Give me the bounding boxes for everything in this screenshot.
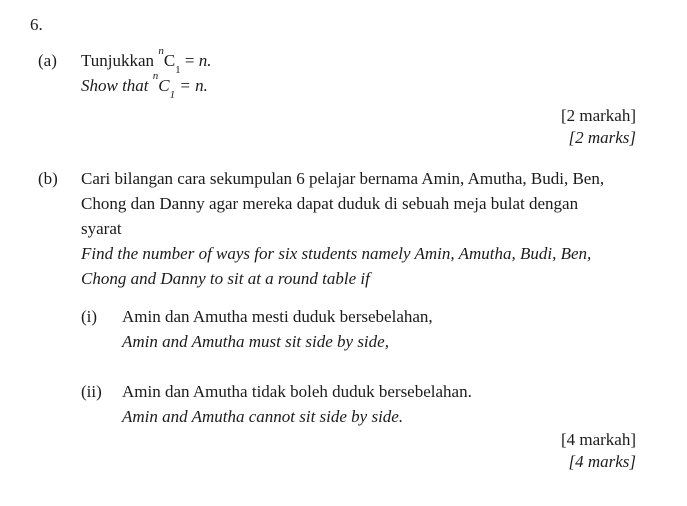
item-ii-malay: Amin dan Amutha tidak boleh duduk bersebelahan. <box>122 382 472 401</box>
part-b-malay-line-3: syarat <box>81 219 122 238</box>
part-a-text-malay <box>81 45 687 77</box>
item-i-malay: Amin dan Amutha mesti duduk bersebelahan, <box>122 307 433 326</box>
part-a-marks <box>0 105 636 149</box>
part-b-marks-malay: [4 markah] <box>560 430 636 449</box>
formula-rhs: n. <box>198 51 212 70</box>
part-a-body <box>81 45 687 102</box>
formula-base-c: C <box>158 76 170 95</box>
part-a-malay-prefix: Tunjukkan <box>81 51 155 70</box>
item-ii-body <box>122 379 687 429</box>
part-b-item-ii <box>81 379 687 429</box>
part-a-marks-malay: [2 markah] <box>560 106 636 125</box>
part-b-english-line-2: Chong and Danny to sit at a round table if <box>81 269 370 288</box>
item-i-label: (i) <box>81 307 98 326</box>
part-b-marks-english: [4 marks] <box>568 452 636 471</box>
formula-rhs: n. <box>195 76 208 95</box>
ncr-formula-malay <box>158 45 212 77</box>
item-i-english: Amin and Amutha must sit side by side, <box>122 332 389 351</box>
formula-equals: = <box>184 51 195 70</box>
part-a-marks-english: [2 marks] <box>568 128 636 147</box>
part-a-text-english <box>81 70 687 102</box>
part-a <box>38 45 687 102</box>
part-b-english-line-1: Find the number of ways for six students namely Amin, Amutha, Budi, Ben, <box>81 244 592 263</box>
part-b-malay-line-1: Cari bilangan cara sekumpulan 6 pelajar bernama Amin, Amutha, Budi, Ben, <box>81 169 605 188</box>
part-a-english-prefix: Show that <box>81 76 149 95</box>
formula-superscript-n: n <box>152 70 159 83</box>
formula-equals: = <box>179 76 191 95</box>
part-b-label: (b) <box>38 169 58 188</box>
question-number: 6. <box>30 15 43 34</box>
part-b-marks <box>0 429 636 473</box>
part-b-malay-line-2: Chong dan Danny agar mereka dapat duduk di sebuah meja bulat dengan <box>81 194 579 213</box>
item-ii-english: Amin and Amutha cannot sit side by side. <box>122 407 404 426</box>
formula-subscript-1: 1 <box>169 89 176 102</box>
part-b-item-i <box>81 304 687 354</box>
item-i-body <box>122 304 687 354</box>
ncr-formula-english <box>152 70 208 102</box>
item-ii-label: (ii) <box>81 382 102 401</box>
formula-base-c: C <box>163 51 176 70</box>
formula-superscript-n: n <box>158 45 164 58</box>
part-a-label: (a) <box>38 51 57 70</box>
part-b-body <box>81 166 687 429</box>
part-b <box>38 166 687 429</box>
formula-subscript-1: 1 <box>175 64 181 77</box>
